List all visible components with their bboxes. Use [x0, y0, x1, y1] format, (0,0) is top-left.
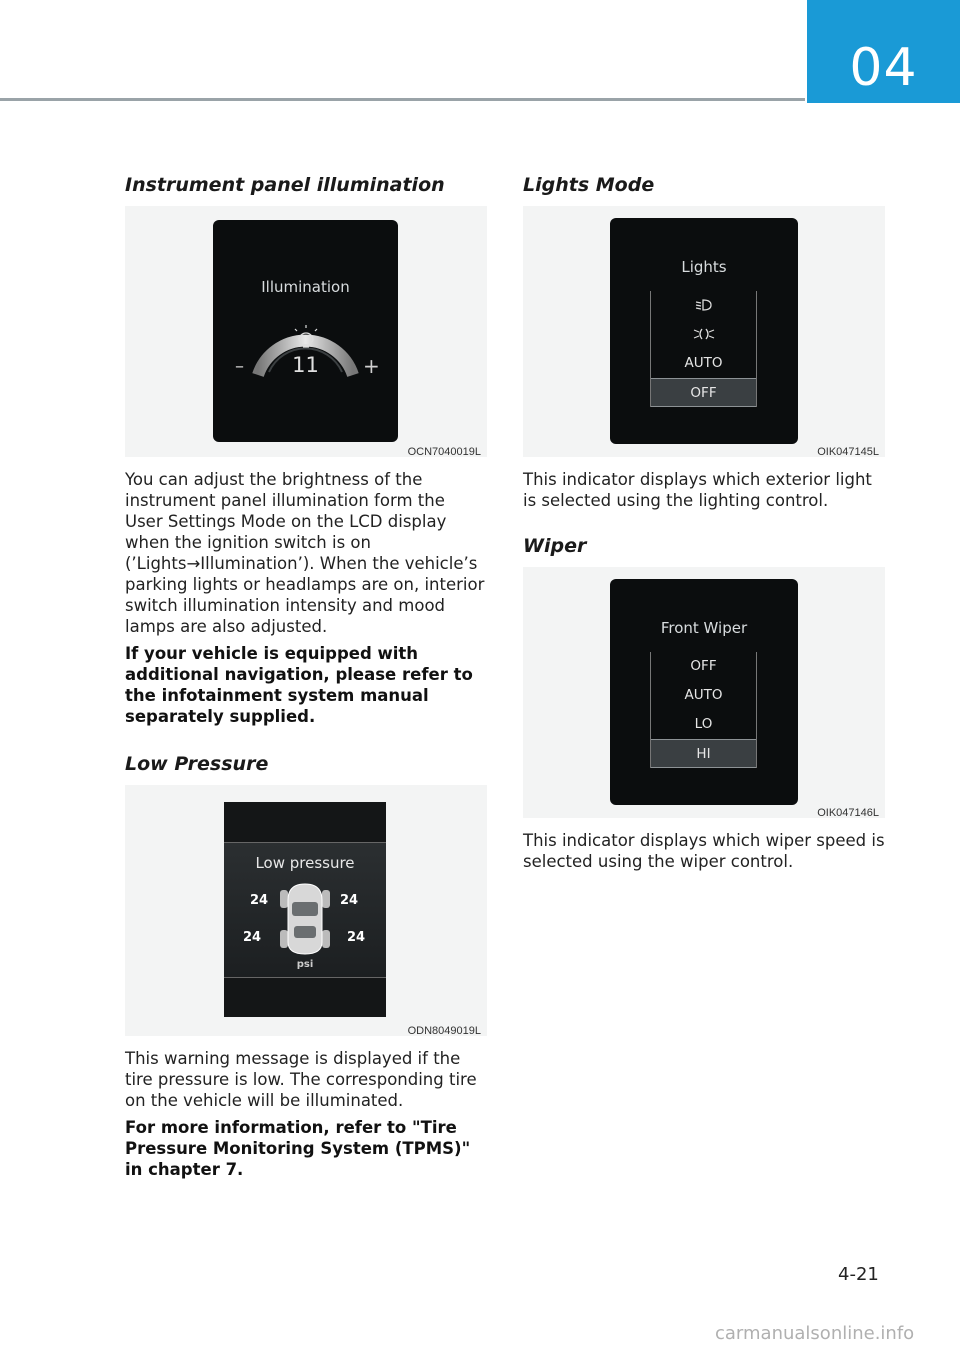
minus-button[interactable]: –	[235, 356, 244, 377]
menu-item-position-lamp[interactable]	[651, 320, 756, 349]
menu-item-low-beam[interactable]	[651, 291, 756, 320]
menu-item-auto[interactable]: AUTO	[684, 687, 723, 703]
car-top-icon	[224, 802, 386, 1017]
pressure-unit: psi	[296, 959, 314, 970]
chapter-number: 04	[849, 38, 918, 98]
tire-rear-left: 24	[243, 930, 262, 945]
chapter-tab	[807, 0, 960, 103]
figure-code: OIK047145L	[817, 446, 879, 458]
page-number: 4-21	[838, 1264, 879, 1285]
right-column	[523, 170, 885, 872]
menu-item-hi[interactable]: HI	[651, 739, 756, 768]
tire-front-right: 24	[340, 893, 359, 908]
figure-lights-mode	[523, 206, 885, 457]
plus-button[interactable]: +	[363, 354, 380, 378]
illumination-level: 11	[292, 353, 319, 377]
figure-wiper	[523, 567, 885, 818]
illumination-gauge	[213, 220, 398, 442]
figure-code: OIK047146L	[817, 807, 879, 819]
wiper-screen-title: Front Wiper	[660, 619, 748, 637]
illumination-screen	[213, 220, 398, 442]
left-column	[125, 170, 487, 1180]
tire-rear-right: 24	[347, 930, 366, 945]
wiper-screen	[610, 579, 798, 805]
low-pressure-title: Low pressure	[255, 854, 355, 872]
menu-item-off[interactable]: OFF	[651, 378, 756, 407]
illumination-screen-title: Illumination	[261, 278, 350, 296]
section-title-low-pressure: Low Pressure	[125, 753, 269, 775]
low-pressure-note: For more information, refer to "Tire Pressure Monitoring System (TPMS)" in chapter 7.	[125, 1118, 471, 1179]
section-title-illumination: Instrument panel illumination	[125, 174, 445, 196]
low-pressure-screen	[224, 802, 386, 1017]
lights-mode-description: This indicator displays which exterior light is selected using the lighting control.	[523, 470, 872, 510]
wiper-description: This indicator displays which wiper speed is selected using the wiper control.	[523, 831, 885, 871]
illumination-description: You can adjust the brightness of the instrument panel illumination form the User Settings Mode on the LCD display when the ignition switch is on (’Lights→Illumination’). When the vehicle’s parking lights or headlamps are on, interior switch illumination intensity and mood lamps are also adjusted.	[125, 470, 485, 636]
section-title-lights-mode: Lights Mode	[523, 174, 655, 196]
menu-item-off[interactable]: OFF	[690, 658, 717, 674]
figure-code: ODN8049019L	[407, 1025, 481, 1037]
lights-screen-title: Lights	[681, 258, 727, 276]
watermark: carmanualsonline.info	[715, 1323, 915, 1344]
menu-item-lo[interactable]: LO	[694, 716, 713, 732]
section-title-wiper: Wiper	[523, 535, 587, 557]
menu-item-auto[interactable]: AUTO	[684, 355, 723, 371]
figure-low-pressure	[125, 785, 487, 1036]
position-lamp-icon	[692, 327, 716, 341]
header-rule	[0, 98, 805, 101]
figure-code: OCN7040019L	[407, 446, 481, 458]
lights-screen	[610, 218, 798, 444]
tire-front-left: 24	[250, 893, 269, 908]
wiper-menu	[650, 652, 757, 768]
low-beam-icon	[694, 298, 714, 312]
figure-illumination	[125, 206, 487, 457]
low-pressure-description: This warning message is displayed if the tire pressure is low. The corresponding tire on the vehicle will be illuminated.	[125, 1049, 477, 1110]
illumination-note: If your vehicle is equipped with additional navigation, please refer to the infotainment system manual separately supplied.	[125, 644, 473, 726]
lights-menu	[650, 291, 757, 407]
